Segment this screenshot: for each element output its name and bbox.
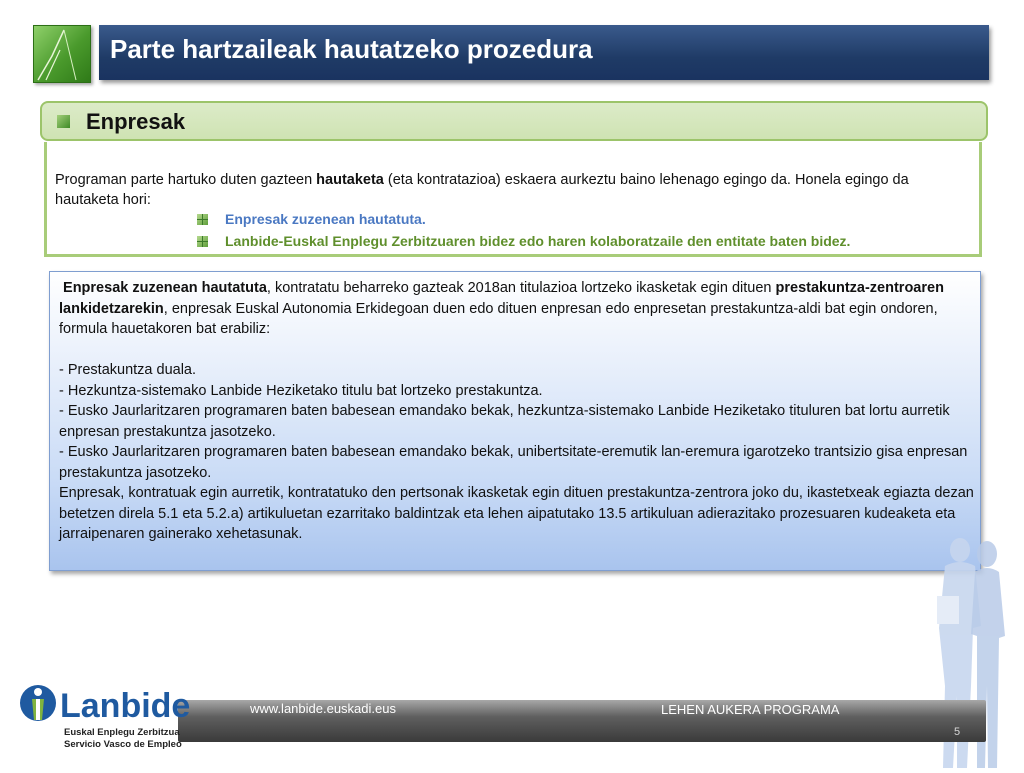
section-title: Enpresak — [86, 109, 186, 134]
main-closing: Enpresak, kontratuak egin aurretik, kontratatuko den pertsonak ikasketak egin dituen prestakuntza-zentrora joko du, ikastetxeak egiazta dezan betetzen direla 5.1 eta 5.2.a) artikuluetan ezarritako baldintzak eta lehen aipatutako 13.5 artikuluan adierazitako prozesuaren kudeaketa eta jarraipenaren gainerako xehetasunak. — [59, 485, 974, 542]
main-text-1: , kontratatu beharreko gazteak 2018an titulazioa lortzeko ikasketak egin dituen — [266, 280, 776, 296]
main-content-text — [59, 278, 974, 545]
intro-bullet-2 — [197, 233, 850, 249]
intro-bullet-1 — [197, 211, 426, 227]
corner-logo-icon — [33, 25, 91, 83]
intro-text-before: Programan parte hartuko duten gazteen — [55, 172, 317, 188]
page-number: 5 — [954, 726, 961, 738]
main-item-1: - Prestakuntza duala. — [59, 362, 197, 378]
intro-paragraph — [55, 170, 975, 210]
main-bold-2: prestakuntza-zentroaren lankidetzarekin — [59, 280, 944, 317]
section-bullet-icon — [57, 115, 70, 128]
main-paragraph-1 — [59, 278, 974, 340]
lanbide-logo — [18, 680, 191, 726]
main-text-2: , enpresak Euskal Autonomia Erkidegoan duen edo dituen enpresan edo enpresetan prestakuntza-aldi bat egin ondoren, formula hauetakoren bat erabiliz: — [59, 300, 938, 337]
logo-wordmark: Lanbide — [60, 687, 191, 725]
intro-bullet-2-text: Lanbide-Euskal Enplegu Zerbitzuaren bidez edo haren kolaboratzaile den entitate baten bidez. — [225, 233, 851, 249]
page-title: Parte hartzaileak hautatzeko prozedura — [110, 34, 593, 64]
bullet-plus-icon — [197, 236, 208, 247]
footer-program-name: LEHEN AUKERA PROGRAMA — [661, 702, 840, 717]
intro-text-after: (eta kontratazioa) eskaera aurkeztu baino lehenago egingo da. Honela egingo da hautaketa hori: — [55, 172, 909, 208]
main-item-2: - Hezkuntza-sistemako Lanbide Heziketako titulu bat lortzeko prestakuntza. — [59, 382, 543, 399]
intro-bullet-1-text: Enpresak zuzenean hautatuta. — [225, 211, 426, 227]
main-item-3: - Eusko Jaurlaritzaren programaren baten babesean emandako bekak, hezkuntza-sistemako Lanbide Heziketako tituluren bat lortu aurretik enpresan prestakuntza jasotzeko. — [59, 403, 950, 440]
intro-text-bold: hautaketa — [316, 172, 384, 188]
logo-subtitle-2: Servicio Vasco de Empleo — [64, 739, 182, 750]
logo-subtitle-1: Euskal Enplegu Zerbitzua — [64, 727, 180, 738]
footer-url-link[interactable]: www.lanbide.euskadi.eus — [250, 701, 396, 716]
main-bold-1: Enpresak zuzenean hautatuta — [63, 280, 267, 296]
main-item-4: - Eusko Jaurlaritzaren programaren baten babesean emandako bekak, unibertsitate-eremutik lan-eremura igarotzeko trantsizio gisa enpresan prestakuntza jasotzeko. — [59, 444, 968, 481]
bullet-plus-icon — [197, 214, 208, 225]
